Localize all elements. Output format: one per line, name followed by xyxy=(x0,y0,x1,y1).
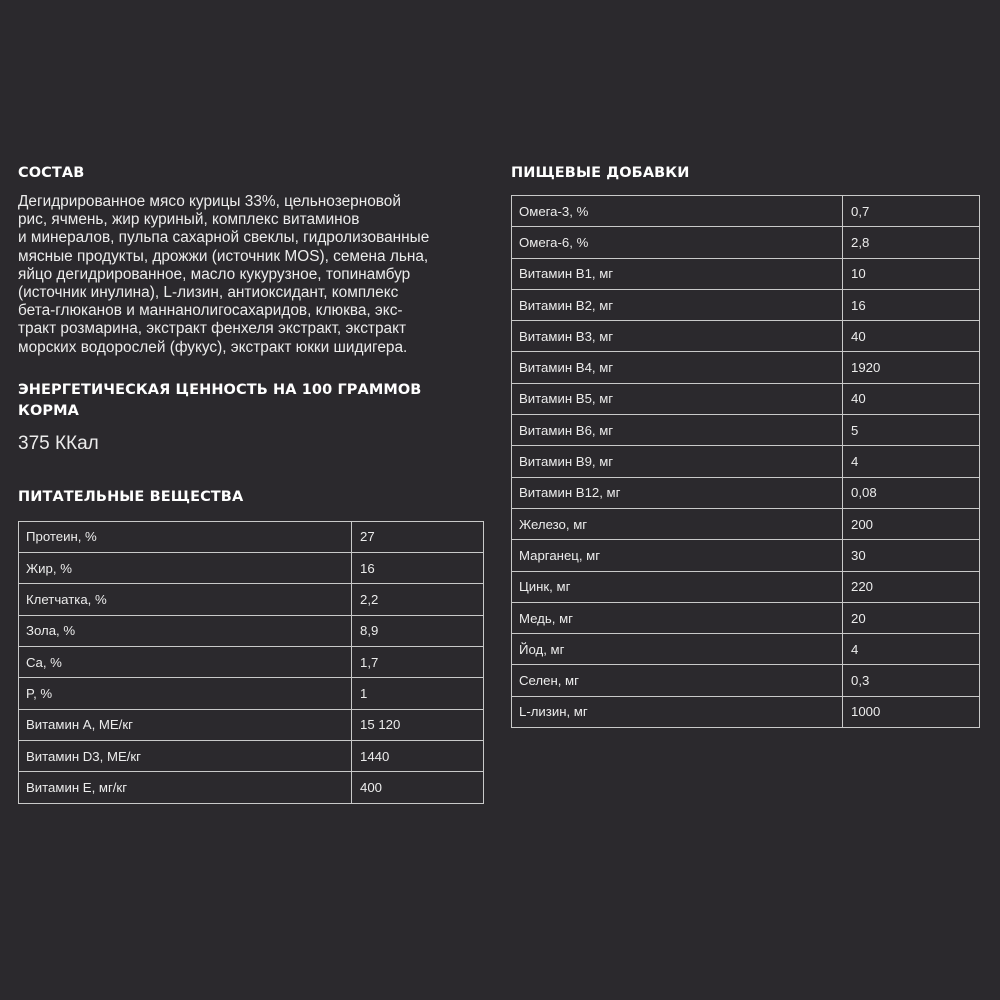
right-column xyxy=(511,163,980,728)
energy-value: 375 ККал xyxy=(18,432,99,454)
additive-value: 0,3 xyxy=(843,665,980,696)
additive-value: 40 xyxy=(843,383,980,414)
table-row xyxy=(19,709,484,740)
additive-name: Витамин В1, мг xyxy=(512,258,843,289)
additive-name: Витамин В9, мг xyxy=(512,446,843,477)
additive-name: Омега-3, % xyxy=(512,196,843,227)
nutrient-name: Жир, % xyxy=(19,553,352,584)
composition-line: мясные продукты, дрожжи (источник MOS), семена льна, xyxy=(18,247,429,265)
table-row xyxy=(512,196,980,227)
composition-line: и минералов, пульпа сахарной свеклы, гидролизованные xyxy=(18,229,430,247)
nutrients-heading: ПИТАТЕЛЬНЫЕ ВЕЩЕСТВА xyxy=(18,488,244,505)
nutrient-name: Витамин А, МЕ/кг xyxy=(19,709,352,740)
table-row xyxy=(512,634,980,665)
composition-line: тракт розмарина, экстракт фенхеля экстракт, экстракт xyxy=(18,320,407,338)
table-row xyxy=(512,289,980,320)
table-row xyxy=(19,772,484,803)
additive-name: L-лизин, мг xyxy=(512,696,843,727)
table-row xyxy=(512,540,980,571)
nutrient-value: 15 120 xyxy=(352,709,484,740)
energy-heading: ЭНЕРГЕТИЧЕСКАЯ ЦЕННОСТЬ НА 100 ГРАММОВ КОРМА xyxy=(18,381,422,419)
additive-value: 4 xyxy=(843,634,980,665)
table-row xyxy=(19,553,484,584)
table-row xyxy=(512,415,980,446)
additive-value: 1920 xyxy=(843,352,980,383)
nutrient-value: 1 xyxy=(352,678,484,709)
table-row xyxy=(19,678,484,709)
composition-line: рис, ячмень, жир куриный, комплекс витаминов xyxy=(18,211,360,229)
nutrient-name: Ca, % xyxy=(19,647,352,678)
composition-line: (источник инулина), L-лизин, антиоксидант, комплекс xyxy=(18,284,399,302)
additive-name: Медь, мг xyxy=(512,602,843,633)
additive-value: 5 xyxy=(843,415,980,446)
table-row xyxy=(512,477,980,508)
nutrient-name: P, % xyxy=(19,678,352,709)
table-row xyxy=(512,602,980,633)
table-row xyxy=(512,665,980,696)
additive-value: 20 xyxy=(843,602,980,633)
nutrient-name: Витамин Е, мг/кг xyxy=(19,772,352,803)
additive-value: 0,7 xyxy=(843,196,980,227)
nutrient-name: Витамин D3, МЕ/кг xyxy=(19,740,352,771)
additive-name: Йод, мг xyxy=(512,634,843,665)
additives-heading: ПИЩЕВЫЕ ДОБАВКИ xyxy=(511,165,690,181)
additive-value: 30 xyxy=(843,540,980,571)
nutrient-name: Зола, % xyxy=(19,615,352,646)
composition-text xyxy=(18,193,484,357)
additive-name: Омега-6, % xyxy=(512,227,843,258)
additive-name: Марганец, мг xyxy=(512,540,843,571)
table-row xyxy=(512,446,980,477)
additive-name: Витамин В12, мг xyxy=(512,477,843,508)
nutrient-value: 8,9 xyxy=(352,615,484,646)
additive-value: 1000 xyxy=(843,696,980,727)
composition-line: Дегидрированное мясо курицы 33%, цельнозерновой xyxy=(18,193,401,210)
additive-name: Витамин В6, мг xyxy=(512,415,843,446)
table-row xyxy=(512,383,980,414)
additive-name: Витамин В4, мг xyxy=(512,352,843,383)
additive-value: 0,08 xyxy=(843,477,980,508)
additive-value: 200 xyxy=(843,508,980,539)
table-row xyxy=(19,584,484,615)
additive-value: 40 xyxy=(843,321,980,352)
nutrient-name: Клетчатка, % xyxy=(19,584,352,615)
composition-heading: СОСТАВ xyxy=(18,165,85,181)
table-row xyxy=(19,647,484,678)
additive-name: Витамин В2, мг xyxy=(512,289,843,320)
left-column xyxy=(18,163,484,804)
additives-table xyxy=(511,195,980,728)
additive-name: Витамин В3, мг xyxy=(512,321,843,352)
nutrients-table xyxy=(18,521,484,804)
table-row xyxy=(512,696,980,727)
additive-name: Витамин В5, мг xyxy=(512,383,843,414)
additive-value: 10 xyxy=(843,258,980,289)
table-row xyxy=(512,571,980,602)
nutrient-value: 2,2 xyxy=(352,584,484,615)
additive-name: Цинк, мг xyxy=(512,571,843,602)
nutrient-name: Протеин, % xyxy=(19,521,352,552)
additive-value: 220 xyxy=(843,571,980,602)
composition-line: морских водорослей (фукус), экстракт юкки шидигера. xyxy=(18,338,408,356)
additive-value: 16 xyxy=(843,289,980,320)
table-row xyxy=(19,615,484,646)
additive-name: Селен, мг xyxy=(512,665,843,696)
nutrient-value: 16 xyxy=(352,553,484,584)
table-row xyxy=(19,521,484,552)
nutrient-value: 1,7 xyxy=(352,647,484,678)
nutrient-value: 27 xyxy=(352,521,484,552)
additive-value: 4 xyxy=(843,446,980,477)
table-row xyxy=(512,352,980,383)
additive-value: 2,8 xyxy=(843,227,980,258)
table-row xyxy=(512,321,980,352)
table-row xyxy=(19,740,484,771)
table-row xyxy=(512,227,980,258)
nutrient-value: 400 xyxy=(352,772,484,803)
composition-line: яйцо дегидрированное, масло кукурузное, топинамбур xyxy=(18,265,411,283)
composition-line: бета-глюканов и маннанолигосахаридов, клюква, экс- xyxy=(18,302,403,320)
table-row xyxy=(512,508,980,539)
additive-name: Железо, мг xyxy=(512,508,843,539)
table-row xyxy=(512,258,980,289)
nutrient-value: 1440 xyxy=(352,740,484,771)
